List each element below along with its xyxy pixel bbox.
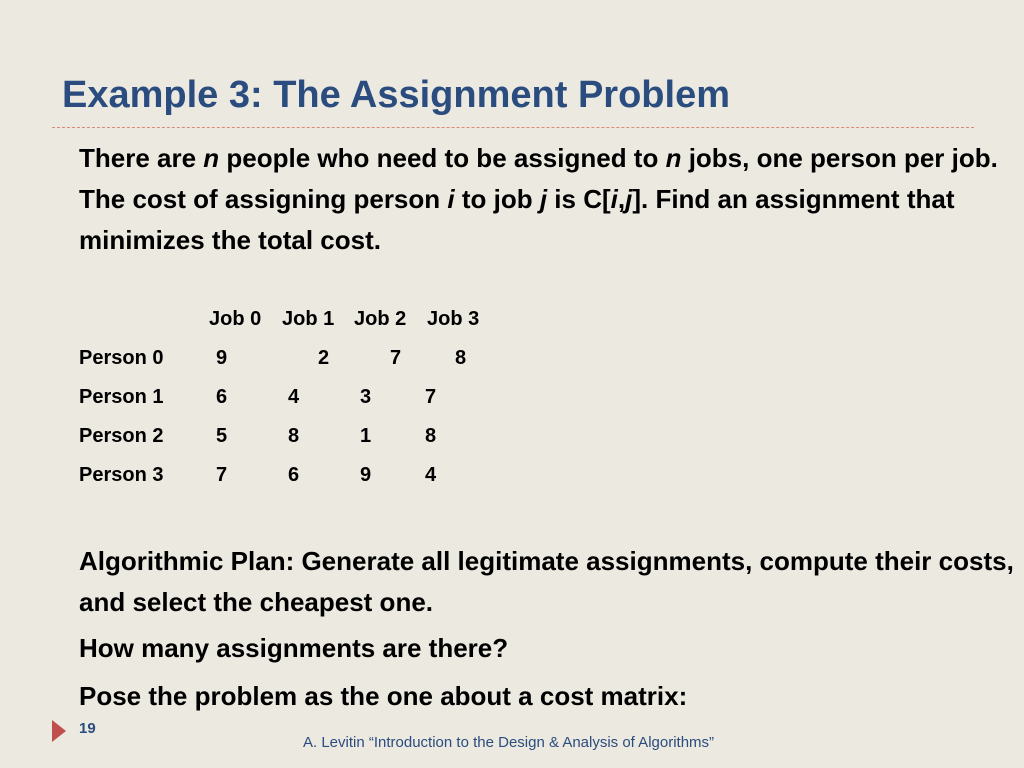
intro-var-j: j [625, 184, 633, 214]
algorithmic-plan: Algorithmic Plan: Generate all legitimate assignments, compute their costs, and select the cheapest one. [79, 546, 1014, 617]
cost-cell: 5 [216, 425, 228, 447]
intro-text: is C[ [547, 184, 611, 214]
assignment-count-question: How many assignments are there? [79, 633, 509, 663]
cost-cell: 7 [425, 386, 437, 408]
job-header: Job 2 [354, 308, 407, 330]
person-label: Person 3 [79, 464, 164, 486]
cost-cell: 7 [216, 464, 228, 486]
job-header: Job 1 [282, 308, 335, 330]
cost-cell: 2 [318, 347, 330, 369]
intro-text: ]. Find an assignment that minimizes the total cost. [79, 184, 955, 255]
cost-cell: 9 [216, 347, 228, 369]
intro-text: to job [454, 184, 540, 214]
intro-text: There are [79, 143, 204, 173]
cost-matrix-prompt: Pose the problem as the one about a cost matrix: [79, 681, 688, 711]
intro-var-i: i [610, 184, 618, 214]
intro-var-n: n [203, 143, 220, 173]
cost-cell: 9 [360, 464, 372, 486]
slide-title: Example 3: The Assignment Problem [62, 74, 730, 116]
job-header: Job 3 [427, 308, 480, 330]
job-header: Job 0 [209, 308, 262, 330]
cost-cell: 1 [360, 425, 372, 447]
person-label: Person 0 [79, 347, 164, 369]
intro-text: people who need to be assigned to [219, 143, 666, 173]
cost-cell: 8 [288, 425, 300, 447]
cost-cell: 7 [390, 347, 402, 369]
footer-citation: A. Levitin “Introduction to the Design & Analysis of Algorithms” [303, 734, 715, 751]
intro-var-j: j [539, 184, 548, 214]
cost-cell: 3 [360, 386, 372, 408]
cost-cell: 6 [288, 464, 300, 486]
cost-cell: 4 [425, 464, 437, 486]
cost-cell: 6 [216, 386, 228, 408]
intro-var-n: n [665, 143, 682, 173]
person-label: Person 2 [79, 425, 164, 447]
cost-cell: 8 [425, 425, 437, 447]
person-label: Person 1 [79, 386, 164, 408]
intro-text: jobs, one person per job. The cost of assigning person [79, 143, 998, 214]
problem-statement [79, 138, 1019, 261]
intro-var-i: i [447, 184, 455, 214]
title-divider [52, 127, 974, 128]
intro-text: , [617, 184, 626, 214]
page-number: 19 [79, 720, 96, 737]
triangle-arrow-icon [52, 720, 66, 742]
cost-cell: 4 [288, 386, 300, 408]
cost-cell: 8 [455, 347, 467, 369]
